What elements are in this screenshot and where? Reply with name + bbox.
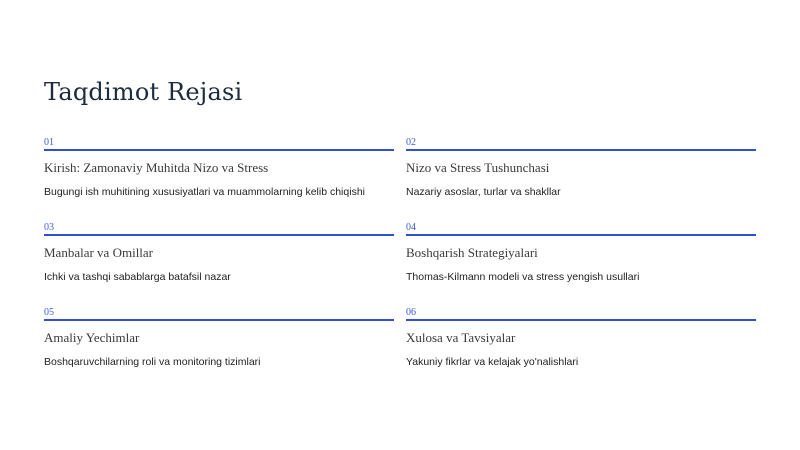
item-description: Thomas-Kilmann modeli va stress yengish usullari xyxy=(406,270,640,283)
item-number: 04 xyxy=(406,222,416,233)
agenda-item-04 xyxy=(406,222,756,284)
item-description: Bugungi ish muhitining xususiyatlari va muammolarning kelib chiqishi xyxy=(44,185,365,198)
item-number: 01 xyxy=(44,137,54,148)
item-heading: Nizo va Stress Tushunchasi xyxy=(406,159,550,175)
agenda-item-02 xyxy=(406,137,756,199)
item-description: Yakuniy fikrlar va kelajak yo'nalishlari xyxy=(406,355,579,368)
agenda-item-01 xyxy=(44,137,394,199)
agenda-item-06 xyxy=(406,307,756,369)
item-heading: Xulosa va Tavsiyalar xyxy=(406,329,516,345)
agenda-item-05 xyxy=(44,307,394,369)
item-heading: Amaliy Yechimlar xyxy=(44,329,140,345)
item-number: 05 xyxy=(44,307,54,318)
item-heading: Kirish: Zamonaviy Muhitda Nizo va Stress xyxy=(44,159,269,175)
slide-title: Taqdimot Rejasi xyxy=(44,78,243,106)
divider-line xyxy=(44,234,394,236)
divider-line xyxy=(44,149,394,151)
agenda-item-03 xyxy=(44,222,394,284)
item-description: Boshqaruvchilarning roli va monitoring tizimlari xyxy=(44,355,261,368)
item-number: 03 xyxy=(44,222,54,233)
item-heading: Boshqarish Strategiyalari xyxy=(406,244,538,260)
divider-line xyxy=(406,319,756,321)
divider-line xyxy=(406,149,756,151)
item-number: 02 xyxy=(406,137,416,148)
item-heading: Manbalar va Omillar xyxy=(44,244,154,260)
item-description: Ichki va tashqi sabablarga batafsil nazar xyxy=(44,270,231,283)
divider-line xyxy=(406,234,756,236)
item-description: Nazariy asoslar, turlar va shakllar xyxy=(406,185,561,198)
divider-line xyxy=(44,319,394,321)
item-number: 06 xyxy=(406,307,416,318)
